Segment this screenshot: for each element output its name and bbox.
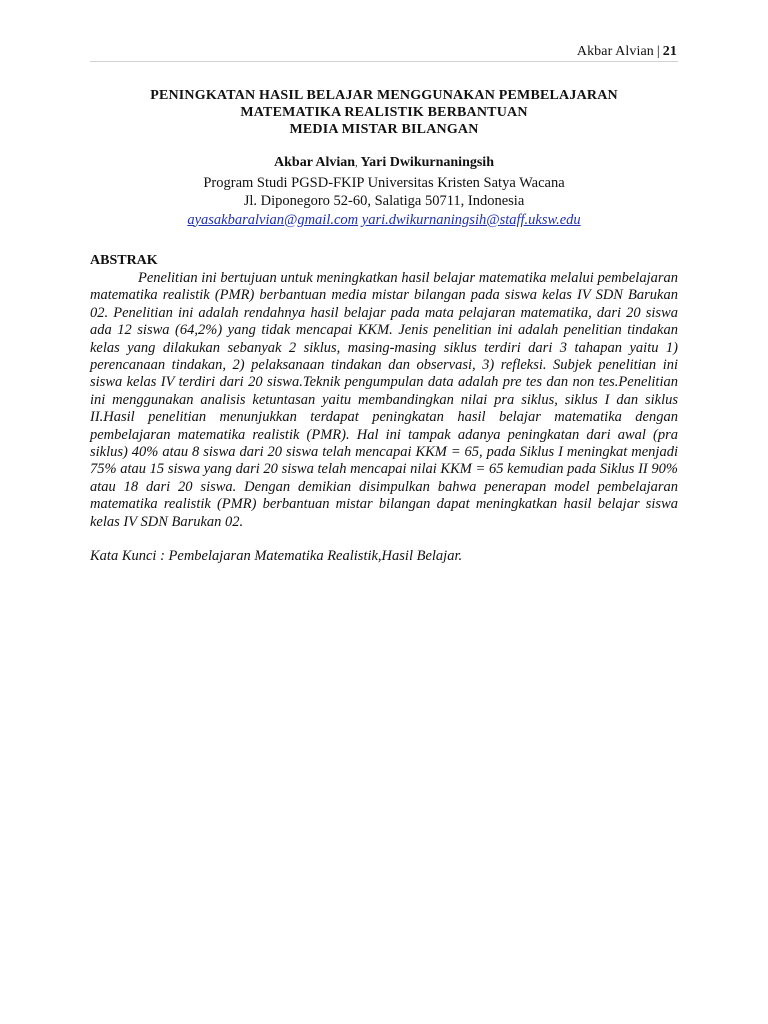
abstract-body: Penelitian ini bertujuan untuk meningkatkan hasil belajar matematika melalui pembelajaran matematika realistik (PMR) berbantuan media mistar bilangan pada siswa kelas IV SDN Barukan 02. Penelitian ini adalah rendahnya hasil belajar pada mata pelajaran matematika, dari 20 siswa ada 12 siswa (64,2%) yang tidak mencapai KKM. Jenis penelitian ini adalah penelitian tindakan kelas yang dilakukan sebanyak 2 siklus, masing-masing siklus terdiri dari 3 tahapan yaitu 1) perencanaan tindakan, 2) pelaksanaan tindakan dan observasi, 3) refleksi. Subjek penelitian ini siswa kelas IV terdiri dari 20 siswa.Teknik pengumpulan data adalah pre tes dan non tes.Penelitian ini menggunakan analisis ketuntasan yaitu membandingkan nilai pra siklus, siklus I dan siklus II.Hasil penelitian menunjukkan terdapat peningkatan hasil belajar matematika dengan pembelajaran matematika realistik (PMR). Hal ini tampak adanya peningkatan dari awal (pra siklus) 40% atau 8 siswa dari 20 siswa telah mencapai KKM = 65, pada Siklus I meningkat menjadi 75% atau 15 siswa yang dari 20 siswa telah mencapai nilai KKM = 65 kemudian pada Siklus II 90% atau 18 dari 20 siswa. Dengan demikian disimpulkan bahwa penerapan model pembelajaran matematika realistik (PMR) berbantuan mistar bilangan dapat meningkatkan hasil belajar siswa kelas IV SDN Barukan 02. xyxy=(90,270,678,530)
author-1: Akbar Alvian xyxy=(274,155,356,170)
abstract-heading: ABSTRAK xyxy=(90,253,158,268)
email-line xyxy=(90,211,678,230)
page-number: 21 xyxy=(662,44,677,59)
author-block xyxy=(90,154,678,229)
header-separator: | xyxy=(656,44,660,59)
affiliation: Program Studi PGSD-FKIP Universitas Kristen Satya Wacana xyxy=(203,174,565,191)
email-link-1[interactable]: ayasakbaralvian@gmail.com xyxy=(187,211,359,228)
email-link-2[interactable]: yari.dwikurnaningsih@staff.uksw.edu xyxy=(361,211,581,228)
author-separator: , xyxy=(355,158,358,169)
abstract-section xyxy=(90,252,678,566)
paper-title xyxy=(90,87,678,138)
author-names xyxy=(90,154,678,174)
keywords: Kata Kunci : Pembelajaran Matematika Realistik,Hasil Belajar. xyxy=(90,548,463,565)
address: Jl. Diponegoro 52-60, Salatiga 50711, Indonesia xyxy=(243,193,525,209)
running-header xyxy=(577,44,677,60)
author-2: Yari Dwikurnaningsih xyxy=(357,155,494,170)
header-author: Akbar Alvian xyxy=(576,44,654,59)
title-line-1: PENINGKATAN HASIL BELAJAR MENGGUNAKAN PEMBELAJARAN xyxy=(150,88,618,103)
title-line-3: MEDIA MISTAR BILANGAN xyxy=(289,122,479,137)
title-line-2: MATEMATIKA REALISTIK BERBANTUAN xyxy=(240,105,528,120)
header-divider xyxy=(90,61,678,62)
